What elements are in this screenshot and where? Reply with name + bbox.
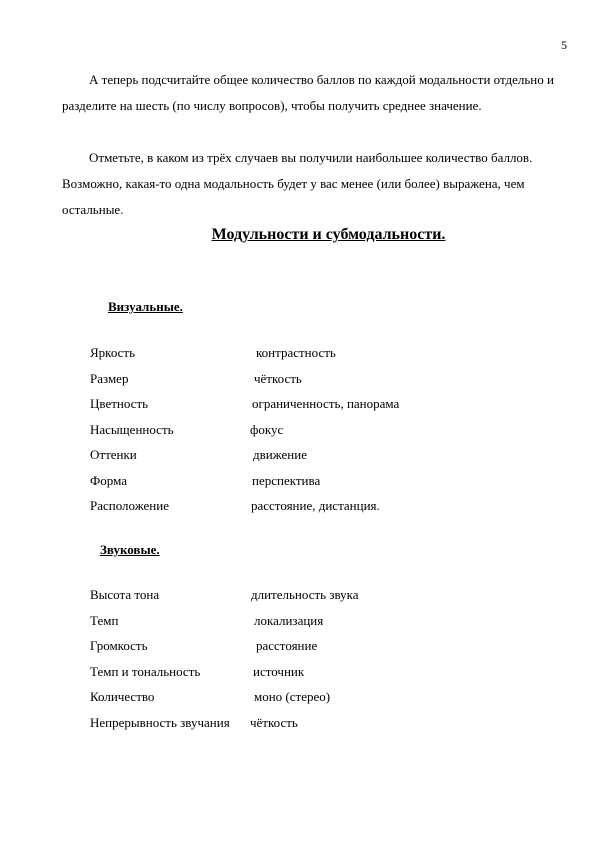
- list-item: [90, 422, 510, 448]
- submodality-left: Цветность: [90, 396, 149, 411]
- submodality-left: Непрерывность звучания: [90, 714, 230, 730]
- list-item: [90, 664, 510, 690]
- submodality-right: чёткость: [250, 714, 298, 730]
- page-number: 5: [561, 38, 567, 52]
- list-item: [90, 473, 510, 499]
- paragraph-text: А теперь подсчитайте общее количество баллов по каждой модальности отдельно и разделите на шесть (по числу вопросов), чтобы получить среднее значение.: [62, 72, 554, 113]
- submodality-left: Громкость: [90, 638, 148, 653]
- submodality-left: Количество: [90, 689, 155, 704]
- submodality-left: Насыщенность: [90, 421, 174, 437]
- submodality-right: чёткость: [254, 370, 302, 386]
- submodality-left: Темп: [90, 612, 119, 628]
- submodality-right: расстояние: [256, 638, 318, 653]
- submodality-right: контрастность: [256, 345, 336, 360]
- list-item: [90, 638, 510, 664]
- submodality-right: фокус: [250, 421, 284, 437]
- list-item: [90, 371, 510, 397]
- submodality-right: источник: [253, 663, 305, 679]
- submodality-left: Яркость: [90, 345, 136, 360]
- submodality-left: Форма: [90, 472, 127, 488]
- section-title: Модульности и субмодальности.: [211, 226, 446, 243]
- audio-heading: Звуковые.: [100, 542, 160, 557]
- submodality-left: Оттенки: [90, 447, 137, 462]
- submodality-left: Расположение: [90, 498, 169, 513]
- submodality-right: движение: [253, 447, 307, 462]
- audio-submodalities-list: [90, 587, 510, 740]
- visual-submodalities-list: [90, 345, 510, 524]
- list-item: [90, 447, 510, 473]
- list-item: [90, 345, 510, 371]
- submodality-right: локализация: [254, 612, 324, 628]
- paragraph-text: Отметьте, в каком из трёх случаев вы получили наибольшее количество баллов. Возможно, какая-то одна модальность будет у вас менее (или более) выражена, чем остальные.: [62, 150, 533, 217]
- submodality-left: Размер: [90, 370, 129, 386]
- submodality-right: расстояние, дистанция.: [251, 498, 380, 513]
- list-item: [90, 587, 510, 613]
- visual-heading: Визуальные.: [108, 299, 183, 314]
- list-item: [90, 613, 510, 639]
- submodality-right: длительность звука: [251, 587, 359, 602]
- list-item: [90, 498, 510, 524]
- list-item: [90, 715, 510, 741]
- list-item: [90, 689, 510, 715]
- instruction-paragraph-2: [62, 145, 562, 223]
- list-item: [90, 396, 510, 422]
- submodality-left: Высота тона: [90, 587, 160, 602]
- submodality-right: ограниченность, панорама: [252, 396, 400, 411]
- instruction-paragraph-1: [62, 67, 562, 119]
- submodality-right: моно (стерео): [254, 689, 331, 704]
- submodality-right: перспектива: [252, 472, 321, 488]
- submodality-left: Темп и тональность: [90, 663, 201, 679]
